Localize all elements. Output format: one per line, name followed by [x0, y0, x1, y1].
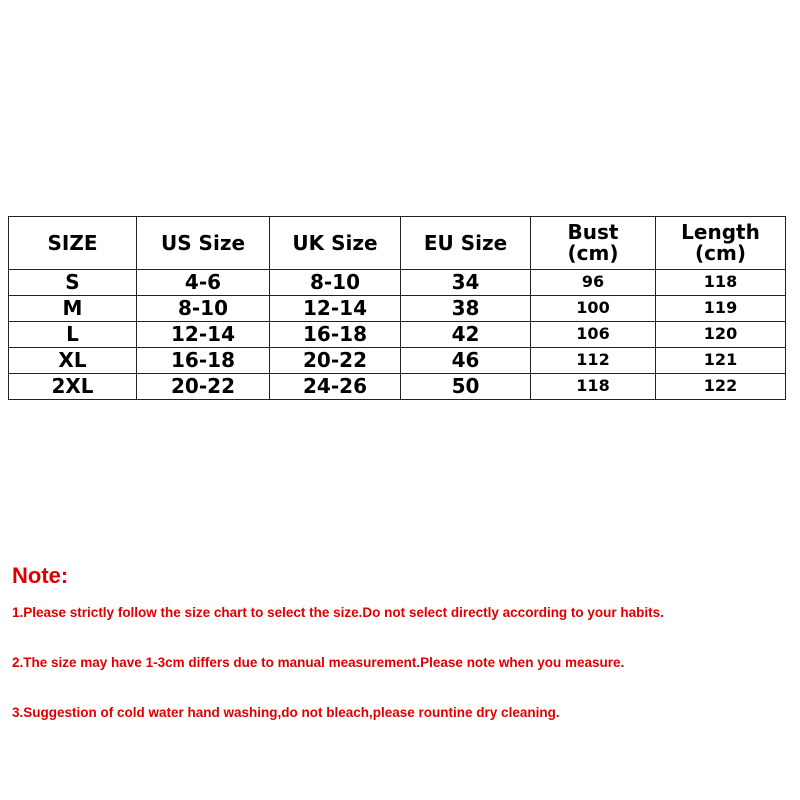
cell-uk-size: 8-10 [270, 270, 401, 296]
cell-us-size: 8-10 [137, 296, 270, 322]
cell-uk-size: 24-26 [270, 374, 401, 400]
header-uk-size: UK Size [270, 217, 401, 270]
notes-section [12, 563, 797, 755]
cell-bust: 112 [531, 348, 656, 374]
note-item-3: 3.Suggestion of cold water hand washing,do not bleach,please rountine dry cleaning. [12, 705, 560, 720]
cell-eu-size: 46 [401, 348, 531, 374]
table-row [9, 296, 786, 322]
size-chart-table [8, 216, 786, 400]
table-header-row [9, 217, 786, 270]
cell-length: 118 [656, 270, 786, 296]
cell-eu-size: 38 [401, 296, 531, 322]
header-eu-size: EU Size [401, 217, 531, 270]
cell-size: M [9, 296, 137, 322]
cell-eu-size: 42 [401, 322, 531, 348]
header-length: Length (cm) [656, 217, 786, 270]
table-row [9, 322, 786, 348]
cell-size: 2XL [9, 374, 137, 400]
cell-length: 120 [656, 322, 786, 348]
cell-length: 122 [656, 374, 786, 400]
cell-length: 119 [656, 296, 786, 322]
cell-length: 121 [656, 348, 786, 374]
cell-bust: 100 [531, 296, 656, 322]
cell-uk-size: 20-22 [270, 348, 401, 374]
cell-uk-size: 12-14 [270, 296, 401, 322]
header-size: SIZE [9, 217, 137, 270]
cell-us-size: 20-22 [137, 374, 270, 400]
table-row [9, 374, 786, 400]
cell-uk-size: 16-18 [270, 322, 401, 348]
cell-us-size: 12-14 [137, 322, 270, 348]
cell-us-size: 4-6 [137, 270, 270, 296]
cell-eu-size: 50 [401, 374, 531, 400]
note-item-2: 2.The size may have 1-3cm differs due to manual measurement.Please note when you measure. [12, 655, 625, 670]
cell-bust: 106 [531, 322, 656, 348]
cell-bust: 96 [531, 270, 656, 296]
table-row [9, 270, 786, 296]
cell-size: L [9, 322, 137, 348]
cell-size: S [9, 270, 137, 296]
note-title: Note: [12, 563, 69, 588]
header-us-size: US Size [137, 217, 270, 270]
cell-eu-size: 34 [401, 270, 531, 296]
header-bust: Bust (cm) [531, 217, 656, 270]
table-row [9, 348, 786, 374]
note-item-1: 1.Please strictly follow the size chart to select the size.Do not select directly according to your habits. [12, 605, 664, 620]
cell-us-size: 16-18 [137, 348, 270, 374]
cell-bust: 118 [531, 374, 656, 400]
cell-size: XL [9, 348, 137, 374]
